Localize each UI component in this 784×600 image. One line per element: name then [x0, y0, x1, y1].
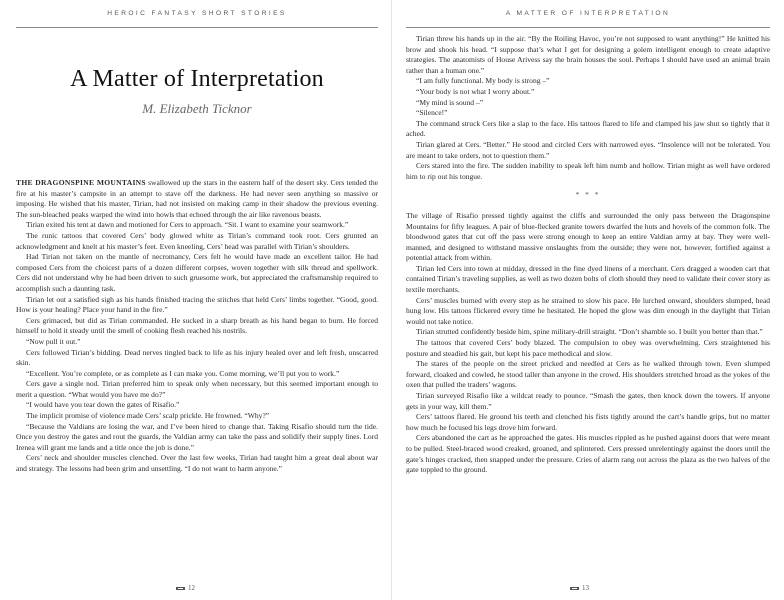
- story-author: M. Elizabeth Ticknor: [142, 101, 252, 116]
- paragraph: Cers gave a single nod. Tirian preferred him to speak only when necessary, but this seemed important enough to merit a question. “What would you have me do?”: [16, 379, 378, 399]
- folio-right: [570, 584, 589, 592]
- paragraph: Tirian led Cers into town at midday, dressed in the fine dyed linens of a merchant. Cers dragged a wooden cart that contained Tirian’s traveling supplies, as well as two dozen bolts of cloth should they need to validate their cover story as textile merchants.: [406, 263, 770, 295]
- paragraph: The implicit promise of violence made Cers’ scalp prickle. He frowned. “Why?”: [26, 411, 270, 421]
- opening-text: swallowed up the stars in the eastern half of the desert sky. Cers tended the fire at his master’s campsite in an attempt to stave off the darkness. He had never seen anything so massive or imposing. He wished that his master, Tirian, had not insisted on making camp in their shadow the previous evening. The sun-bleached peaks warped the wind into howls that echoed through the air like ravenous beasts.: [16, 178, 378, 219]
- paragraph: Tirian threw his hands up in the air. “By the Roiling Havoc, you’re not supposed to want anything!” He knitted his brow and shook his head. “I suppose that’s what I get for designing a golem intelligent enough to create adaptive strategies. The anatomists of House Arivess say the brain houses the soul. Perhaps I should have used an animal brain rather than a human one.”: [406, 34, 770, 75]
- paragraph: Had Tirian not taken on the mantle of necromancy, Cers felt he would have made an excellent tailor. He had composed Cers from the choicest parts of a dozen different corpses, woven together with silk thread and spellwork. Cers did not understand why he had been driven to such gruesome work, but appreciated the craftsmanship required to accomplish such a daunting task.: [16, 252, 378, 293]
- paragraph: Cers stared into the fire. The sudden inability to speak left him numb and hollow. Tirian might as well have ordered him to rip out his tongue.: [406, 161, 770, 181]
- paragraph: “Because the Valdians are losing the war, and I’ve been hired to change that. Taking Risafio should turn the tide. Once you destroy the gates and rout the guards, the Valdian army can take the pass and solidify their supply lines. Lord Irenea will grant me lands and a title once the job is done.”: [16, 421, 378, 452]
- folio-ornament-icon: [176, 586, 185, 591]
- paragraph: “I would have you tear down the gates of Risafio.”: [26, 400, 180, 410]
- paragraph: Cers’ neck and shoulder muscles clenched. Over the last few weeks, Tirian had taught him a great deal about war and strategy. The lessons had been grim and unsettling. “I do not want to harm anyone.”: [16, 453, 378, 474]
- paragraph: Cers followed Tirian’s bidding. Dead nerves tingled back to life as his injury healed over and left fresh, unscarred skin.: [16, 347, 378, 368]
- paragraph: Cers’ tattoos flared. He ground his teeth and clenched his fists tightly around the cart’s handle grips, but no matter how much he focused his legs drove him forward.: [406, 412, 770, 432]
- opening-paragraph: [16, 178, 378, 220]
- folio-left: [176, 584, 195, 592]
- paragraph: Tirian surveyed Risafio like a wildcat ready to pounce. “Smash the gates, then knock down the towers. If anyone gets in your way, kill them.”: [406, 391, 770, 411]
- folio-ornament-icon: [570, 586, 579, 591]
- page-number-left: 12: [188, 584, 195, 592]
- paragraph: The command struck Cers like a slap to the face. His tattoos flared to life and clamped his jaw shut so tightly that it ached.: [406, 118, 770, 139]
- paragraph: Tirian exited his tent at dawn and motioned for Cers to approach. “Sit. I want to examine your seamwork.”: [26, 220, 349, 230]
- story-title: A Matter of Interpretation: [70, 66, 324, 92]
- paragraph: The runic tattoos that covered Cers’ body glowed white as Tirian’s command took root. Cers grunted an acknowledgment and knelt at his master’s feet. Even kneeling, Cers’ head was parallel with Tirian’s shoulders.: [16, 230, 378, 251]
- paragraph: “My mind is sound –”: [416, 97, 484, 107]
- paragraph: Tirian strutted confidently beside him, spine military-drill straight. “Don’t shamble so. I built you better than that.”: [416, 327, 763, 337]
- opening-lead: THE DRAGONSPINE MOUNTAINS: [16, 178, 146, 187]
- paragraph: The stares of the people on the street pricked and needled at Cers as he walked through town. Even slumped forward, cloaked and cowled, he stood taller than anyone in the crowd. His shoulders stretched broad as the yokes of the oxen that pulled the traders’ wagons.: [406, 359, 770, 390]
- right-page: [392, 0, 784, 600]
- scene-break: * * *: [575, 190, 601, 200]
- header-rule-right: [406, 27, 770, 28]
- page-number-right: 13: [582, 584, 589, 592]
- running-head-right: A MATTER OF INTERPRETATION: [505, 10, 671, 17]
- paragraph: Cers abandoned the cart as he approached the gates. His muscles rippled as he pushed against doors that were meant to be pulled. Steel-braced wood creaked, groaned, and splintered. Cers pressed unrelentingly against the doors until the gate’s hinges cracked, then snapped under the pressure. Cries of alarm rang out across the plaza as the two halves of the gate toppled to the ground.: [406, 433, 770, 475]
- paragraph: “Silence!”: [416, 108, 448, 118]
- paragraph: Tirian glared at Cers. “Better.” He stood and circled Cers with narrowed eyes. “Insolence will not be tolerated. You are meant to take orders, not to question them.”: [406, 139, 770, 160]
- paragraph: Cers grimaced, but did as Tirian commanded. He sucked in a sharp breath as his hand began to burn. He forced himself to hold it steady until the smell of cooking flesh reached his nostrils.: [16, 315, 378, 336]
- paragraph: “I am fully functional. My body is strong –”: [416, 76, 550, 86]
- paragraph: “Now pull it out.”: [26, 336, 81, 346]
- left-body-text: [16, 178, 378, 475]
- paragraph: The village of Risafio pressed tightly against the cliffs and surrounded the only pass between the Dragonspine Mountains for fifty leagues. A pair of blue-flecked granite towers dwarfed the huts and hovels of the common folk. The bloodwood gates that cut off the pass were strong enough to keep an entire Valdian army at bay. They were well-manned, and designed to withstand massive onslaughts from the outside; they were not, however, fortified against a potential attack from within.: [406, 210, 770, 263]
- paragraph: “Excellent. You’re complete, or as complete as I can make you. Come morning, we’ll put you to work.”: [26, 368, 340, 378]
- running-head-left: HEROIC FANTASY SHORT STORIES: [107, 10, 287, 17]
- header-rule-left: [16, 27, 378, 28]
- paragraph: The tattoos that covered Cers’ body blazed. The compulsion to obey was overwhelming. Cers straightened his posture and steadied his gait, but kept his pace methodical and slow.: [406, 338, 770, 358]
- right-body-text: [406, 34, 770, 476]
- paragraph: Cers’ muscles burned with every step as he strained to slow his pace. He lurched onward, shoulders slumped, head hung low. His tattoos flickered every time he hesitated. He hoped the glow was dim enough in the daylight that Tirian would not take notice.: [406, 295, 770, 326]
- paragraph: Tirian let out a satisfied sigh as his hands finished tracing the stitches that held Cers’ limbs together. “Good, good. How is your healing? Place your hand in the fire.”: [16, 294, 378, 315]
- paragraph: “Your body is not what I worry about.”: [416, 86, 535, 96]
